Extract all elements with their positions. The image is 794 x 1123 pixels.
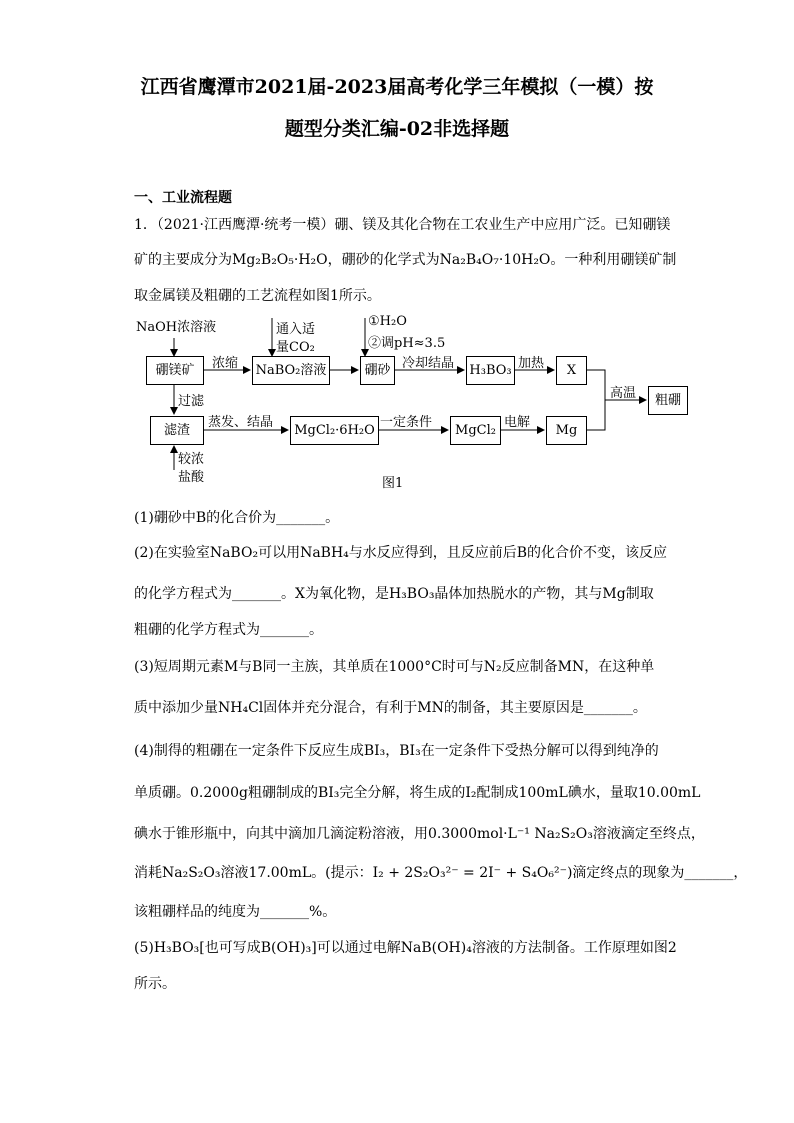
flowchart-figure: [130, 310, 700, 495]
box-x: X: [556, 356, 587, 385]
question-5-line-1: (5)H₃BO₃[也可写成B(OH)₃]可以通过电解NaB(OH)₄溶液的方法制备。工作原理如图2: [134, 940, 677, 956]
label-filter: 过滤: [178, 394, 205, 409]
intro-line-3: 取金属镁及粗硼的工艺流程如图1所示。: [134, 288, 381, 304]
question-5-line-2: 所示。: [134, 976, 176, 992]
label-high-temp: 高温: [610, 386, 637, 401]
label-concentrate: 浓缩: [212, 356, 239, 371]
figure-caption: 图1: [382, 476, 404, 491]
box-h3bo3: H₃BO₃: [466, 356, 515, 385]
label-hcl-line2: 盐酸: [178, 470, 205, 485]
box-mgcl2-hexahydrate: MgCl₂·6H₂O: [290, 416, 379, 445]
question-4-line-3: 碘水于锥形瓶中，向其中滴加几滴淀粉溶液，用0.3000mol·L⁻¹ Na₂S₂O₃溶液滴定至终点，: [134, 826, 705, 842]
section-heading: 一、工业流程题: [134, 190, 232, 206]
question-4-line-2: 单质硼。0.2000g粗硼制成的BI₃完全分解，将生成的I₂配制成100mL碘水，量取10.00mL: [134, 785, 701, 801]
label-heat: 加热: [518, 356, 545, 371]
intro-line-1: 1．（2021·江西鹰潭·统考一模）硼、镁及其化合物在工农业生产中应用广泛。已知硼镁: [134, 217, 671, 233]
question-4-line-1: (4)制得的粗硼在一定条件下反应生成BI₃，BI₃在一定条件下受热分解可以得到纯净的: [134, 743, 659, 759]
box-borax: 硼砂: [360, 356, 395, 385]
question-4-line-4: 消耗Na₂S₂O₃溶液17.00mL。(提示：I₂ + 2S₂O₃²⁻ = 2I⁻ + S₄O₆²⁻)滴定终点的现象为_______，: [134, 865, 748, 881]
label-step-ph: ②调pH≈3.5: [368, 336, 446, 351]
label-co2-line2: 量CO₂: [276, 340, 315, 355]
question-4-line-5: 该粗硼样品的纯度为_______%。: [134, 904, 337, 920]
question-3-line-2: 质中添加少量NH₄Cl固体并充分混合，有利于MN的制备，其主要原因是_______。: [134, 700, 647, 716]
box-crude-boron: 粗硼: [648, 386, 688, 415]
box-mg: Mg: [546, 416, 587, 445]
question-2-line-3: 粗硼的化学方程式为_______。: [134, 622, 323, 638]
label-naoh: NaOH浓溶液: [136, 320, 217, 335]
label-condition: 一定条件: [380, 415, 433, 430]
question-3-line-1: (3)短周期元素M与B同一主族，其单质在1000°C时可与N₂反应制备MN，在这种单: [134, 659, 655, 675]
box-residue: 滤渣: [150, 416, 204, 445]
label-cool-crystallize: 冷却结晶: [402, 356, 455, 371]
intro-line-2: 矿的主要成分为Mg₂B₂O₅·H₂O，硼砂的化学式为Na₂B₄O₇·10H₂O。一种利用硼镁矿制: [134, 252, 677, 268]
label-evaporate-crystallize: 蒸发、结晶: [208, 415, 274, 430]
box-boron-magnesium-ore: 硼镁矿: [146, 356, 204, 385]
question-1: (1)硼砂中B的化合价为_______。: [134, 510, 340, 526]
question-2-line-2: 的化学方程式为_______。X为氧化物，是H₃BO₃晶体加热脱水的产物，其与Mg制取: [134, 586, 654, 602]
label-electrolysis: 电解: [504, 415, 531, 430]
page-title-line-1: 江西省鹰潭市2021届-2023届高考化学三年模拟（一模）按: [140, 76, 654, 98]
box-mgcl2: MgCl₂: [450, 416, 501, 445]
page-title-line-2: 题型分类汇编-02非选择题: [284, 118, 510, 140]
label-hcl-line1: 较浓: [178, 452, 205, 467]
question-2-line-1: (2)在实验室NaBO₂可以用NaBH₄与水反应得到，且反应前后B的化合价不变，该反应: [134, 545, 668, 561]
label-step-h2o: ①H₂O: [368, 314, 407, 329]
box-nabo2-solution: NaBO₂溶液: [252, 356, 330, 385]
label-co2-line1: 通入适: [276, 322, 316, 337]
